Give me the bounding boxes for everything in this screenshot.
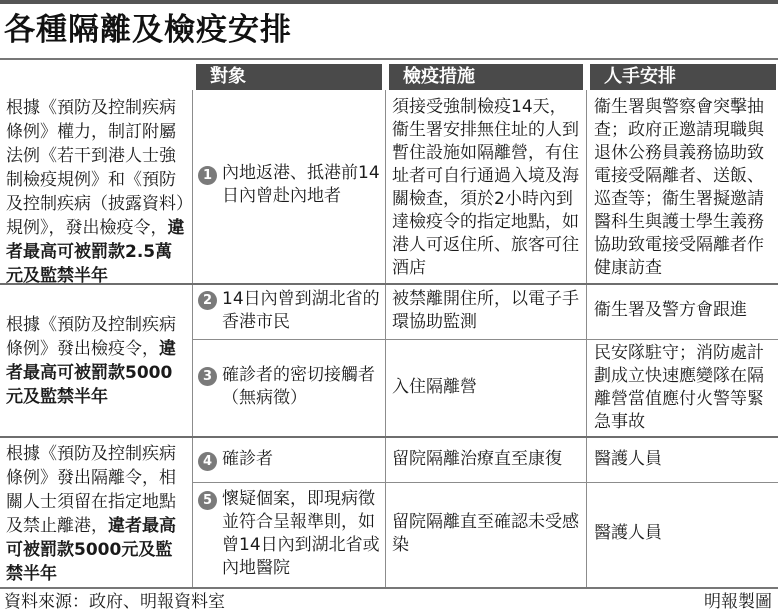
row-3-target: 確診者的密切接觸者（無病徵） — [222, 365, 375, 408]
legal-basis-group-2: 根據《預防及控制疾病條例》發出檢疫令，違者最高可被罰款5000元及監禁半年 — [6, 315, 176, 407]
row-5-staffing: 醫護人員 — [594, 523, 662, 543]
source-note: 資料來源：政府、明報資料室 — [4, 592, 225, 612]
row-4-target: 確診者 — [222, 449, 273, 469]
top-rule — [0, 0, 778, 4]
row-2-staffing: 衞生署及警方會跟進 — [594, 300, 747, 320]
row-number-badge: 2 — [198, 291, 217, 310]
row-number-badge: 4 — [198, 452, 217, 471]
row-number-badge: 3 — [198, 367, 217, 386]
header-measures: 檢疫措施 — [389, 64, 583, 90]
legal-basis-group-3: 根據《預防及控制疾病條例》發出隔離令，相關人士須留在指定地點及禁止離港，違者最高可被罰款5000元及監禁半年 — [6, 444, 176, 584]
row-3-measures: 入住隔離營 — [392, 377, 477, 397]
row-2-target: 14日內曾到湖北省的香港市民 — [222, 289, 380, 332]
legal-basis-group-1: 根據《預防及控制疾病條例》權力，制訂附屬法例《若干到港人士強制檢疫規例》和《預防及控制疾病（披露資料）規例》，發出檢疫令，違者最高可被罰款2.5萬元及監禁半年 — [6, 98, 185, 286]
row-1-measures: 須接受強制檢疫14天，衞生署安排無住址的人到暫住設施如隔離營，有住址者可自行通過入境及海關檢查，須於2小時內到達檢疫令的指定地點，如港人可返住所、旅客可往酒店 — [392, 97, 579, 278]
row-1-target: 內地返港、抵港前14日內曾赴內地者 — [222, 163, 380, 206]
row-5-measures: 留院隔離直至確認未受感染 — [392, 512, 579, 555]
header-staffing: 人手安排 — [590, 64, 776, 90]
row-3-staffing: 民安隊駐守；消防處計劃成立快速應變隊在隔離營當值應付火警等緊急事故 — [594, 343, 764, 432]
footer-rule — [0, 587, 778, 589]
divider-row-2 — [192, 339, 778, 340]
row-number-badge: 5 — [198, 491, 217, 510]
row-1-staffing: 衞生署與警察會突擊抽查；政府正邀請現職與退休公務員義務協助致電接受隔離者、送飯、巡查等；衞生署擬邀請醫科生與護士學生義務協助致電接受隔離者作健康訪查 — [594, 97, 764, 278]
row-2-measures: 被禁離開住所，以電子手環協助監測 — [392, 289, 579, 332]
row-number-badge: 1 — [198, 166, 217, 185]
row-4-staffing: 醫護人員 — [594, 449, 662, 469]
divider-row-4 — [192, 482, 778, 483]
divider-group-2 — [0, 436, 778, 438]
credit-note: 明報製圖 — [704, 592, 772, 612]
row-4-measures: 留院隔離治療直至康復 — [392, 449, 562, 469]
page-title: 各種隔離及檢疫安排 — [4, 12, 292, 48]
header-target: 對象 — [196, 64, 382, 90]
row-5-target: 懷疑個案，即現病徵並符合呈報準則，如曾14日內到湖北省或內地醫院 — [222, 489, 380, 578]
